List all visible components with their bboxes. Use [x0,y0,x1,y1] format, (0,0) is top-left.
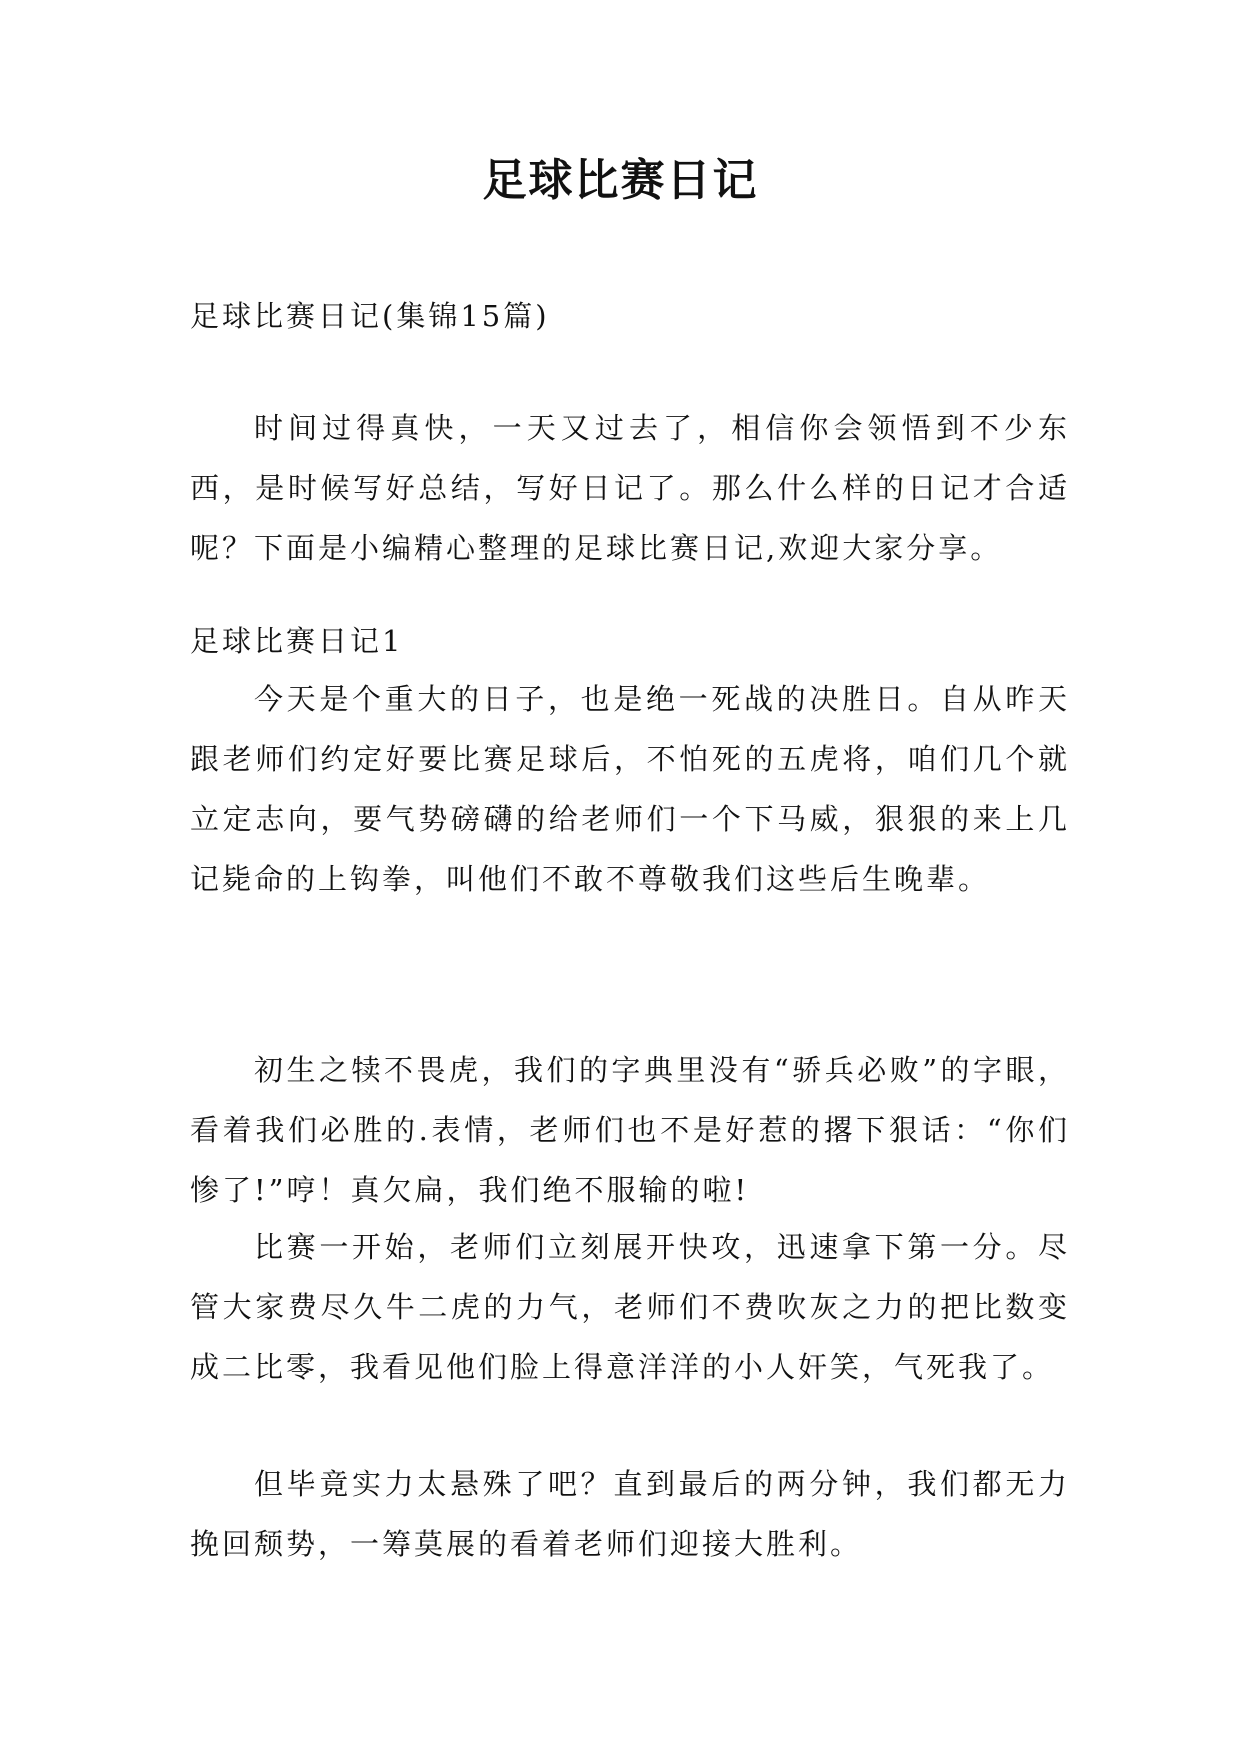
body-paragraph: 但毕竟实力太悬殊了吧？直到最后的两分钟，我们都无力挽回颓势，一筹莫展的看着老师们迎接大胜利。 [190,1467,1070,1561]
intro-paragraph: 时间过得真快，一天又过去了，相信你会领悟到不少东西，是时候写好总结，写好日记了。那么什么样的日记才合适呢？下面是小编精心整理的足球比赛日记,欢迎大家分享。 [190,411,1070,565]
body-paragraph: 今天是个重大的日子，也是绝一死战的决胜日。自从昨天跟老师们约定好要比赛足球后，不怕死的五虎将，咱们几个就立定志向，要气势磅礴的给老师们一个下马威，狠狠的来上几记毙命的上钩拳，叫他们不敢不尊敬我们这些后生晚辈。 [190,682,1070,896]
page-title: 足球比赛日记 [482,155,759,206]
body-paragraph: 比赛一开始，老师们立刻展开快攻，迅速拿下第一分。尽管大家费尽久牛二虎的力气，老师们不费吹灰之力的把比数变成二比零，我看见他们脸上得意洋洋的小人奸笑，气死我了。 [190,1230,1070,1384]
body-paragraph: 初生之犊不畏虎，我们的字典里没有“骄兵必败”的字眼，看着我们必胜的.表情，老师们也不是好惹的撂下狠话：“你们惨了!”哼！真欠扁，我们绝不服输的啦! [190,1053,1070,1207]
document-subtitle: 足球比赛日记(集锦15篇) [190,299,550,333]
section-heading: 足球比赛日记1 [190,624,404,658]
